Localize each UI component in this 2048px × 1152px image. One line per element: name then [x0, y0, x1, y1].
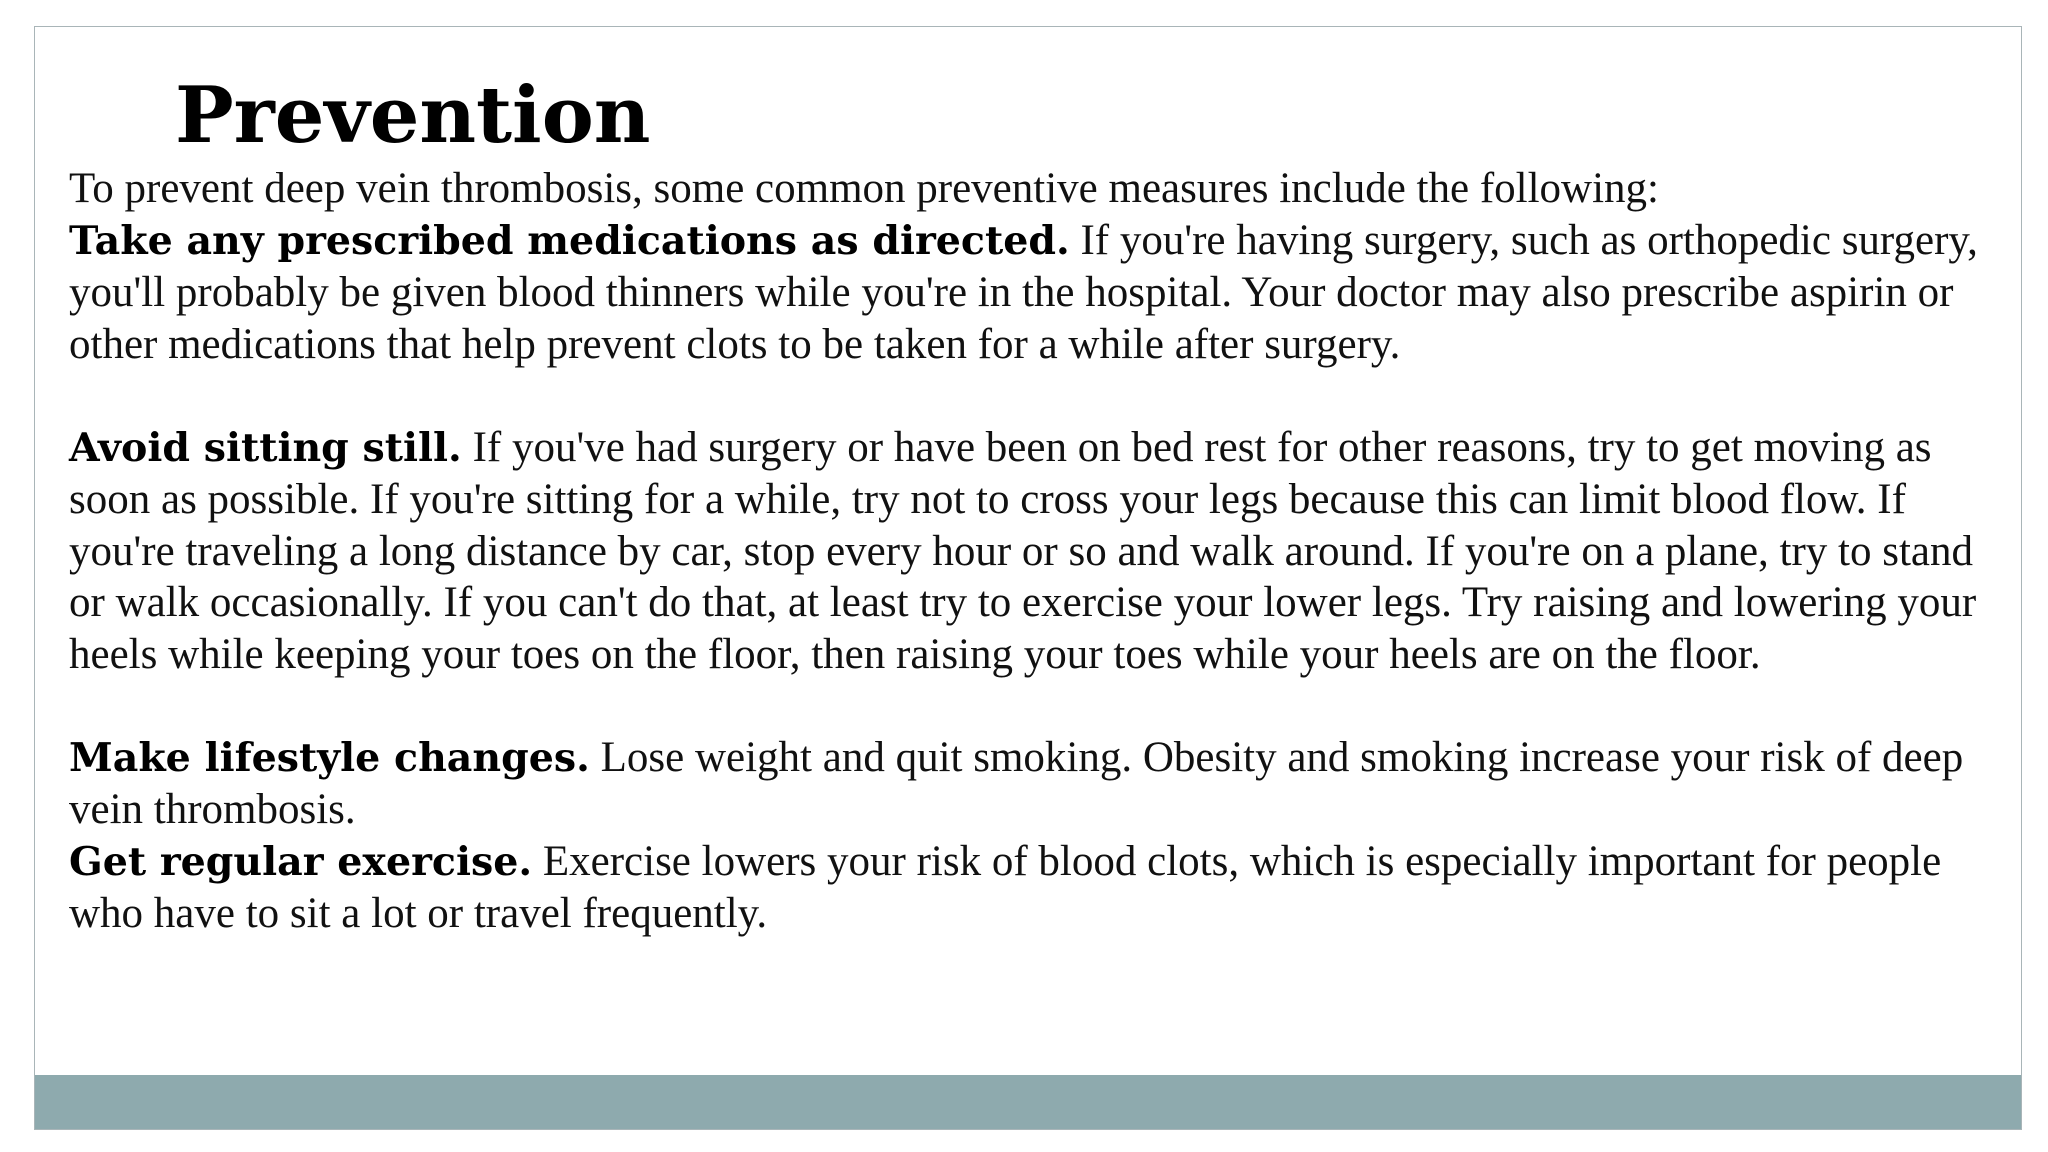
tip-paragraph-lifestyle: [69, 732, 1999, 836]
tip-paragraph-sitting: [69, 422, 1999, 681]
tip-paragraph-exercise: [69, 836, 1999, 940]
tip-heading: Take any prescribed medications as directed.: [69, 217, 1070, 264]
tip-text: If you're having surgery, such as orthopedic surgery, you'll probably be given blood thinners while you're in the hospital. Your doctor may also prescribe aspirin or other medications that help prevent clots to be taken for a while after surgery.: [69, 216, 1978, 368]
slide-title: Prevention: [175, 70, 651, 161]
tip-text: Lose weight and quit smoking. Obesity and smoking increase your risk of deep vein thrombosis.: [69, 733, 1964, 833]
tip-heading: Get regular exercise.: [69, 838, 533, 885]
tip-heading: Make lifestyle changes.: [69, 734, 590, 781]
tip-paragraph-medications: [69, 215, 1999, 371]
slide: [34, 26, 2022, 1130]
tip-heading: Avoid sitting still.: [69, 424, 462, 471]
slide-body: [69, 163, 1999, 940]
intro-paragraph: To prevent deep vein thrombosis, some common preventive measures include the following:: [69, 165, 1659, 212]
footer-bar: [35, 1075, 2021, 1129]
tip-text: If you've had surgery or have been on bed rest for other reasons, try to get moving as soon as possible. If you're sitting for a while, try not to cross your legs because this can limit blood flow. If you're traveling a long distance by car, stop every hour or so and walk around. If you're on a plane, try to stand or walk occasionally. If you can't do that, at least try to exercise your lower legs. Try raising and lowering your heels while keeping your toes on the floor, then raising your toes while your heels are on the floor.: [69, 423, 1977, 678]
tip-text: Exercise lowers your risk of blood clots, which is especially important for people who have to sit a lot or travel frequently.: [69, 837, 1942, 937]
